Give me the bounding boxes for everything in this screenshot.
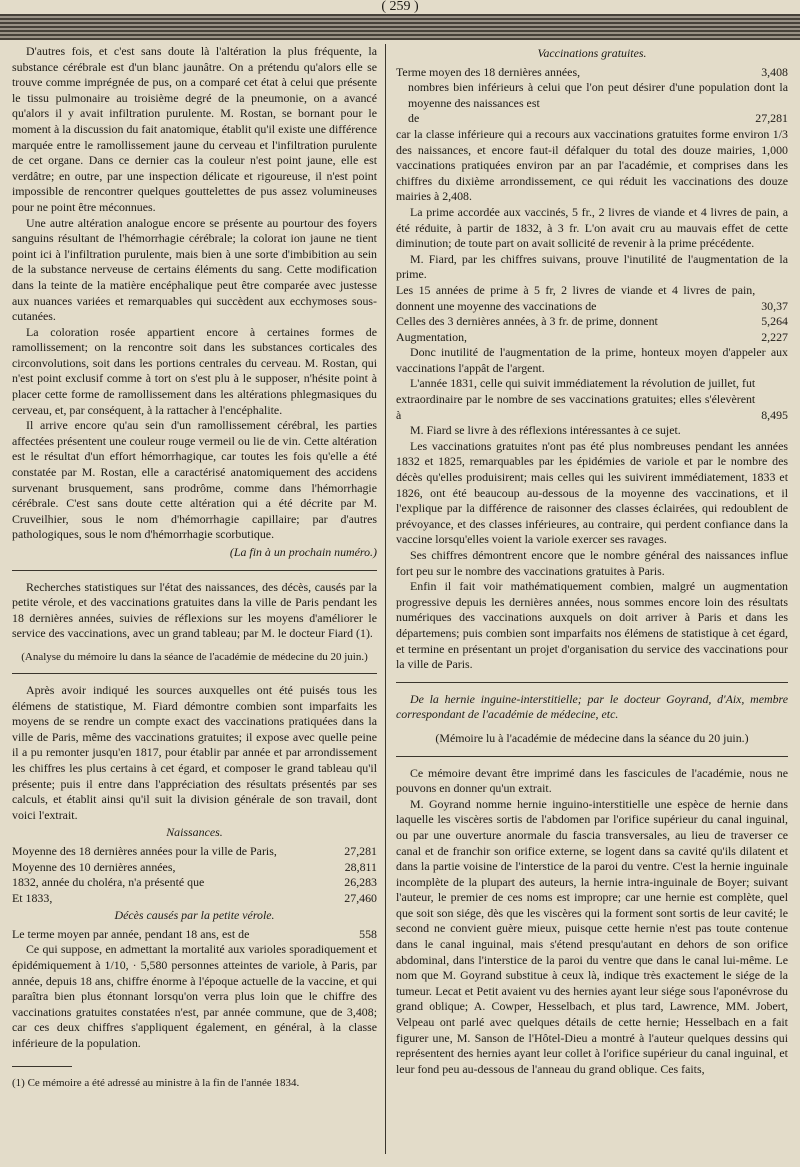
row-value: 558 — [359, 926, 377, 941]
footnote-rule — [12, 1066, 72, 1067]
paragraph: Ce mémoire devant être imprimé dans les fascicules de l'académie, nous ne pouvons en donner qu'un extrait. — [396, 765, 788, 796]
left-column — [12, 44, 377, 1090]
article-title: Recherches statistiques sur l'état des naissances, des décès, causés par la petite vérole, et des vaccinations gratuites dans la ville de Paris pendant les 18 dernières années, suivies de réflexions sur les moyens d'améliorer le service des vaccinations, avec un grand tableau; par M. le docteur Fiard (1). — [12, 579, 377, 641]
paragraph: nombres bien inférieurs à celui que l'on peut désirer d'une population dont la moyenne des naissances est — [408, 80, 788, 110]
row-value: 2,227 — [761, 329, 788, 344]
paragraph: M. Fiard, par les chiffres suivans, prouve l'inutilité de l'augmentation de la prime. — [396, 251, 788, 282]
row-label: Moyenne des 18 dernières années pour la ville de Paris, — [12, 843, 277, 858]
row-label: Celles des 3 dernières années, à 3 fr. de prime, donnent — [396, 314, 658, 329]
row-label: Terme moyen des 18 dernières années, — [396, 64, 581, 79]
stat-row — [396, 376, 788, 423]
naissances-table — [12, 844, 377, 906]
row-label: Les 15 années de prime à 5 fr, 2 livres de viande et 4 livres de pain, donnent une moyenne des vaccinations de — [396, 282, 756, 313]
paragraph: M. Goyrand nomme hernie inguino-interstitielle une espèce de hernie dans laquelle les viscères sortis de l'abdomen par l'orifice supérieur du canal inguinal, ou par une ouverture anormale du fascia transversales, au lieu de traverser ce canal et de franchir son orifice externe, se logent dans sa cavité qu'ils dilatent et dans la partie voisine de l'interstice de la paroi du ventre. C'est la hernie inguinale incomplète de la plupart des auteurs, la hernie intra-inguinale de Boyer; suivant l'auteur, le premier de ces noms est impropre; car une hernie est complète, quel que soit son siége, dès que les viscères qui la forment sont sortis de leur cavité; le second ne convient guère mieux, puisque cette hernie n'est pas toute contenue dans le canal inguinal, mais s'étend presqu'autant en dehors de son orifice abdominal, dans l'interstice de la paroi du ventre que dans le canal lui-même. Le nom que M. Goyrand substitue à ceux là, indique très exactement le siége de la tumeur. Lecat et Petit avaient vu des hernies ayant leur siége sous l'aponévrose du grand oblique; A. Cowper, Hesselbach, et plus tard, Lawrence, MM. Jobert, Velpeau ont parlé avec quelques détails de cette hernie; Hesselbach en a fait figurer une, M. Sanson de l'Hôtel-Dieu a montré à l'auteur quelques dessins qui représentent des hernies ayant leur collet à l'orifice supérieur du canal inguinal, et leur fond peu au-dessous de l'anneau du grand oblique. Ces faits, — [396, 796, 788, 1076]
row-label: Moyenne des 10 dernières années, — [12, 859, 176, 874]
row-value: 8,495 — [761, 407, 788, 422]
deces-row — [12, 927, 377, 943]
row-label: Augmentation, — [396, 329, 468, 344]
row-value: 27,281 — [755, 111, 788, 126]
row-label: Le terme moyen par année, pendant 18 ans, est de — [12, 926, 250, 941]
right-column — [396, 44, 788, 1077]
paragraph: Enfin il fait voir mathématiquement combien, malgré un augmentation progressive depuis les dernières années, nous sommes encore loin des résultats numériques des vaccinations auxquels on doit arriver à Paris et dans les départemens; puis combien sont imparfaits nos élémens de statistique à cet égard, et termine en présentant un projet d'organisation du service des vaccinations pour la ville de Paris. — [396, 579, 788, 672]
paragraph: Une autre altération analogue encore se présente au pourtour des foyers sanguins résultant de l'hémorrhagie cérébrale; la colorat ion jaune ne tient point ici à l'infiltration purulente, mais bien à une sorte d'imbibition au sein de la substance nerveuse de certains éléments du sang. Cette modification dans la teinte de la matière encéphalique peut être comparée avec justesse aux nuances variées et remarquables qui succèdent aux ecchymoses sous-cutanées. — [12, 215, 377, 324]
stat-row — [396, 314, 788, 330]
row-label: L'année 1831, celle qui suivit immédiatement la révolution de juillet, fut extraordinaire par le nombre de ses vaccinations gratuites; elles s'élevèrent à — [396, 376, 756, 422]
paragraph: car la classe inférieure qui a recours aux vaccinations gratuites forme environ 1/3 des naissances, et encore faut-il défalquer du total des douze mairies, 1,000 vaccinations pratiquées environ par an par l'académie, et comprises dans les chiffres du dixième arrondissement, ce qui réduit les vaccinations des douze mairies à 2,408. — [396, 126, 788, 204]
paragraph: Après avoir indiqué les sources auxquelles ont été puisés tous les élémens de statistique, M. Fiard démontre combien sont imparfaits les moyens de se rendre un compte exact des vaccinations pratiquées dans la ville de Paris, même des vaccinations gratuites; il expose avec quelle peine il a pu remonter jusqu'en 1817, pour établir par année et par arrondissement les chiffres les plus certains à cet égard, et composer le grand tableau qu'il présente; puis il entre dans l'appréciation des résultats présentés par ses calculs, et établit ainsi qu'il suit la division générale de son travail, dont voici l'extrait. — [12, 682, 377, 822]
paragraph: Ce qui suppose, en admettant la mortalité aux varioles sporadiquement et épidémiquement à 1/10, · 5,580 personnes atteintes de variole, à Paris, par année, depuis 18 ans, chiffre énorme à l'époque actuelle de la vaccine, et qui paraîtra bien plus étonnant lorsqu'on verra plus loin que le chiffre des vaccinations gratuites constatées n'est, par année commune, que de 3,408; car ces deux chiffres s'appliquent également, en général, à la classe inférieure de la population. — [12, 942, 377, 1051]
row-value: 3,408 — [761, 64, 788, 79]
deces-heading: Décès causés par la petite vérole. — [114, 908, 275, 923]
analysis-note: (Analyse du mémoire lu dans la séance de l'académie de médecine du 20 juin.) — [21, 650, 368, 663]
stat-row — [12, 891, 377, 907]
section-rule — [396, 682, 788, 683]
row-value: 26,283 — [344, 875, 377, 890]
stat-row — [12, 875, 377, 891]
paragraph: Les vaccinations gratuites n'ont pas été plus nombreuses pendant les années 1832 et 1825, remarquables par les épidémies de variole et par le nombre des décès qu'elles produisirent; mais celles qui les suivirent immédiatement, 1833 et 1826, ont été beaucoup au-dessous de la moyenne des vaccinations, et il l'explique par la différence de raisonner des classes éclairées, qui redoublent de prévoyance, et des classes inférieures, au contraire, qui perdent confiance dans la vaccine lorsqu'elles voient la variole exercer ses ravages. — [396, 438, 788, 547]
paragraph: Ses chiffres démontrent encore que le nombre général des naissances influe fort peu sur le nombre des vaccinations gratuites à Paris. — [396, 548, 788, 578]
section-rule — [12, 673, 377, 674]
row-value: 30,37 — [761, 298, 788, 313]
column-divider — [385, 44, 386, 1154]
stat-row — [396, 330, 788, 346]
row-value: 28,811 — [344, 859, 377, 874]
row-label: Et 1833, — [12, 890, 53, 905]
row-label: 1832, année du choléra, n'a présenté que — [12, 875, 205, 890]
paragraph: D'autres fois, et c'est sans doute là l'altération la plus fréquente, la substance cérébrale est d'un blanc jaunâtre. On a prétendu qu'alors elle se trouve comme imprégnée de pus, on a comparé cet état à celui que présente le tissu pulmonaire au troisième degré de la pneumonie, on a avancé qu'alors il y avait infiltration purulente. M. Rostan, se bornant pour le moment à la discussion du fait anatomique, établit qu'il existe une différence marquée entre le ramollissement jaune du cerveau et l'infiltration purulente de cet organe. Dans ce dernier cas la couleur n'est point jaune, elle est verdâtre; en outre, par une inspection délicate et rigoureuse, il n'est point impossible de rencontrer quelques gouttelettes de pus assez volumineuses pour ne point être méconnues. — [12, 44, 377, 214]
prime-table — [396, 283, 788, 345]
continued-note: (La fin à un prochain numéro.) — [229, 545, 377, 559]
row-value: 27,460 — [344, 890, 377, 905]
stat-row — [12, 860, 377, 876]
analysis-note: (Mémoire lu à l'académie de médecine dans la séance du 20 juin.) — [435, 730, 749, 745]
naissances-heading: Naissances. — [166, 825, 223, 840]
vaccinations-heading: Vaccinations gratuites. — [537, 46, 647, 60]
stat-row — [396, 65, 788, 81]
section-rule — [12, 570, 377, 571]
section-rule — [396, 756, 788, 757]
row-value: 27,281 — [344, 843, 377, 858]
row-label: de — [408, 111, 420, 126]
footnote: (1) Ce mémoire a été adressé au ministre à la fin de l'année 1834. — [12, 1076, 300, 1089]
stat-row — [12, 844, 377, 860]
stat-row — [396, 283, 788, 314]
paragraph: Donc inutilité de l'augmentation de la prime, honteux moyen d'appeler aux vaccinations l'appât de l'argent. — [396, 345, 788, 375]
paragraph: M. Fiard se livre à des réflexions intéressantes à ce sujet. — [410, 423, 681, 438]
page-number: ( 259 ) — [381, 0, 419, 14]
article-title: De la hernie inguine-interstitielle; par le docteur Goyrand, d'Aix, membre correspondant de l'académie de médecine, etc. — [396, 691, 788, 722]
paragraph: La prime accordée aux vaccinés, 5 fr., 2 livres de viande et 4 livres de pain, a été réduite, à partir de 1832, à 3 fr. L'on avait cru au mauvais effet de cette diminution; de toute part on avait sollicité de revenir à la prime précédente. — [396, 204, 788, 251]
header-band — [0, 14, 800, 40]
stat-row — [396, 111, 788, 127]
paragraph: Il arrive encore qu'au sein d'un ramollissement cérébral, les parties affectées présentent une couleur rouge vermeil ou lie de vin. Cette altération est le résultat d'un effort hémorrhagique, car toutes les fois qu'elle a été constatée par M. Rostan, elle a caractérisé anatomiquement des accidens survenant brusquement, sans prodrôme, comme dans l'hémorrhagie cérébrale. C'est sans doute cette altération qui a été décrite par M. Cruveilhier, sous le nom d'hémorrhagie capillaire; par d'autres pathologiques, sous le nom d'hémorrhagie scorbutique. — [12, 418, 377, 542]
row-value: 5,264 — [761, 314, 788, 329]
paragraph: La coloration rosée appartient encore à certaines formes de ramollissement; on la rencontre soit dans les substances corticales des circonvolutions, soit dans les portions centrales du cerveau. M. Rostan, qui n'est point exclusif comme à tort on s'est plu à le supposer, n'hésite point à placer cette forme de ramollissement dans les altérations phlegmasiques du cerveau, et, par conséquent, à la rattacher à l'encéphalite. — [12, 324, 377, 417]
